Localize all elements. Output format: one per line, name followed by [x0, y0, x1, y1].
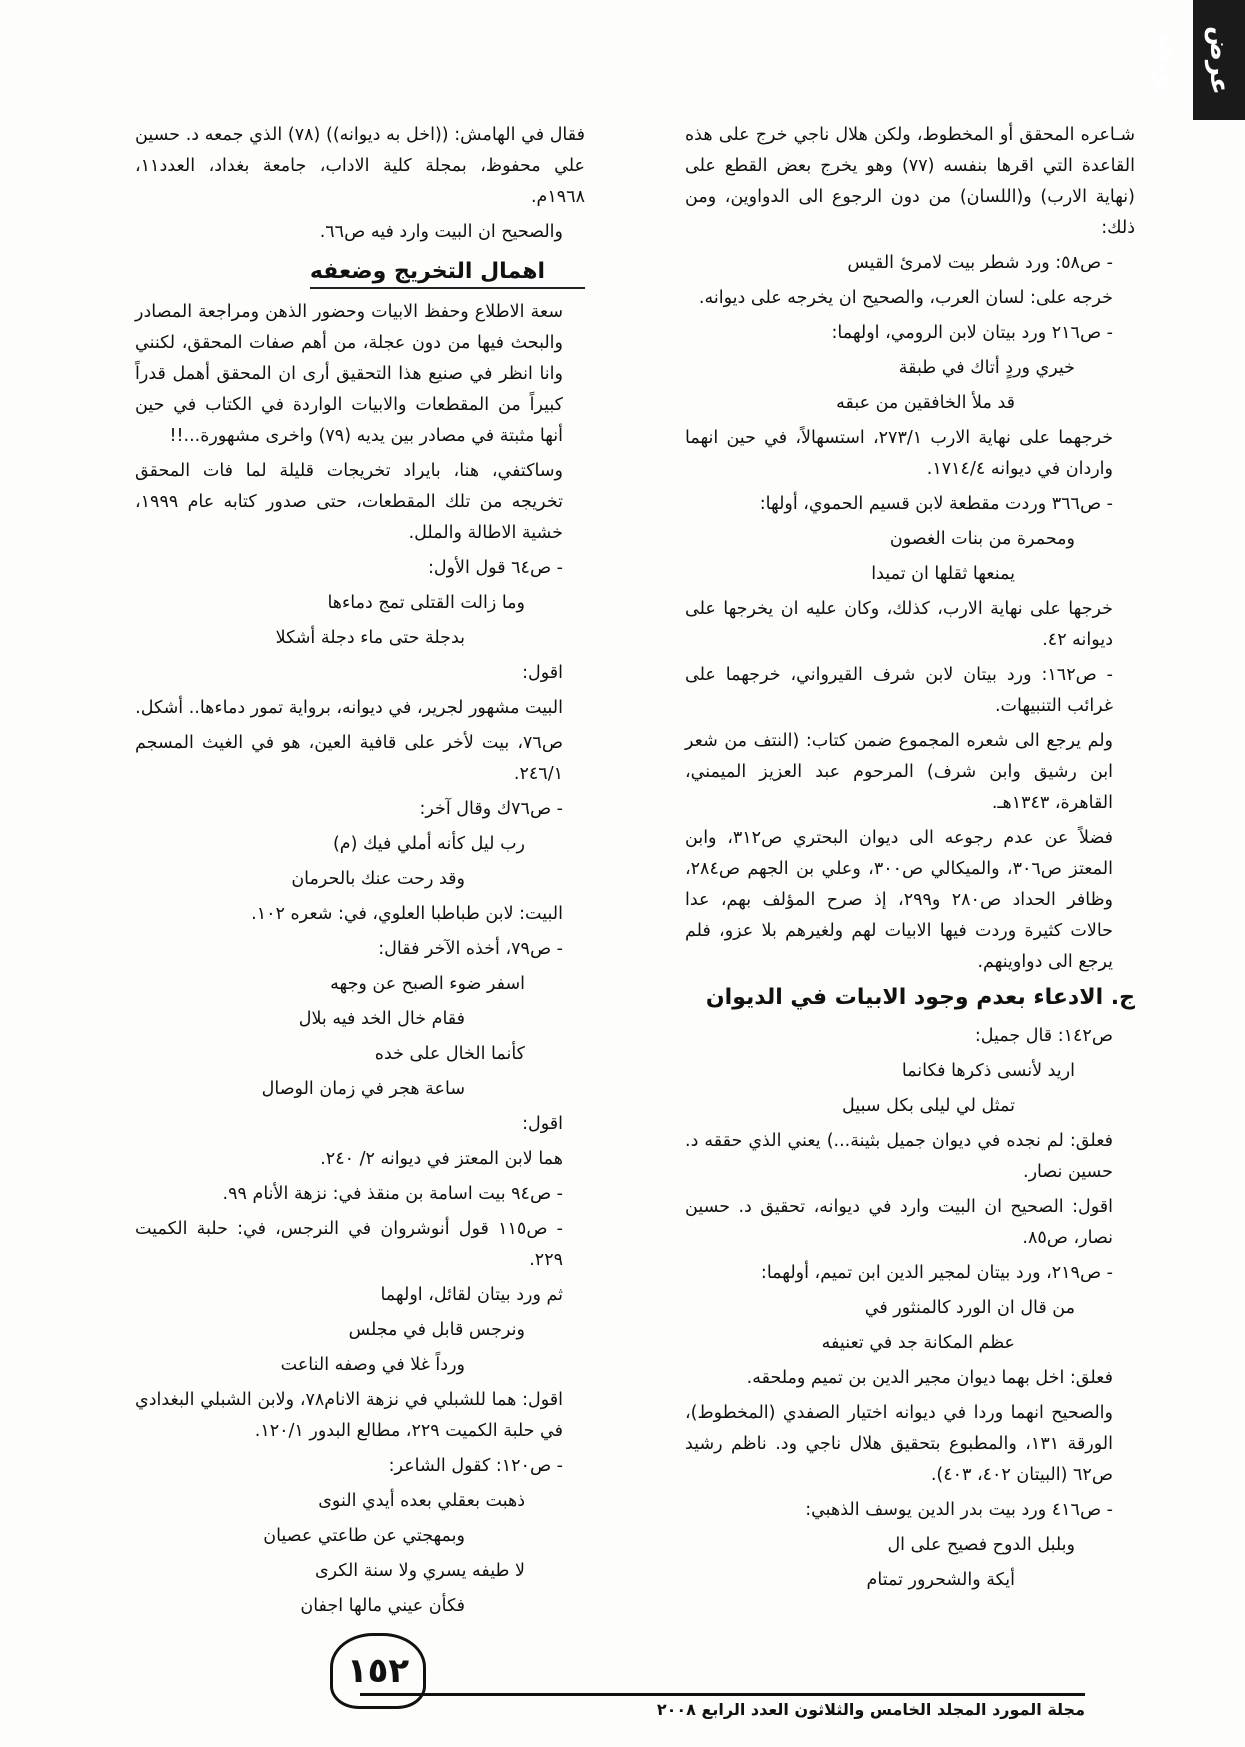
- paragraph: فعلق: لم نجده في ديوان جميل بثينة...) يعني الذي حققه د. حسين نصار.: [685, 1131, 1113, 1182]
- paragraph: خرجها على نهاية الارب، كذلك، وكان عليه ان يخرجها على ديوانه ٤٢.: [685, 599, 1113, 650]
- paragraph: وساكتفي، هنا، بايراد تخريجات قليلة لما فات المحقق تخريجه من تلك المقطعات، حتى صدور كتابه عام ١٩٩٩، خشية الاطالة والملل.: [135, 461, 563, 543]
- paragraph: ذهبت بعقلي بعده أيدي النوى: [318, 1491, 525, 1511]
- paragraph: تمثل لي ليلى بكل سبيل: [842, 1096, 1015, 1116]
- paragraph: يمنعها ثقلها ان تميدا: [871, 564, 1015, 584]
- paragraph: والصحيح انهما وردا في ديوانه اختيار الصفدي (المخطوط)، الورقة ١٣١، والمطبوع بتحقيق هلال ناجي ود. ناظم رشيد ص٦٢ (البيتان ٤٠٢، ٤٠٣).: [685, 1403, 1113, 1485]
- paragraph: - ص٦٤ قول الأول:: [427, 558, 563, 578]
- paragraph: قد ملأ الخافقين من عبقه: [836, 393, 1015, 413]
- paragraph: شـاعره المحقق أو المخطوط، ولكن هلال ناجي خرج على هذه القاعدة التي اقرها بنفسه (٧٧) وهو يخرج بعض القطع على (نهاية الارب) و(اللسان) من دون الرجوع الى الدواوين، ومن ذلك:: [685, 125, 1135, 238]
- paragraph: وما زالت القتلى تمج دماءها: [327, 593, 525, 613]
- paragraph: اقول:: [522, 1114, 563, 1134]
- footer: مجلة المورد المجلد الخامس والثلاثون العدد الرابع ٢٠٠٨: [360, 1693, 1085, 1719]
- paragraph: - ص١٢٠: كقول الشاعر:: [388, 1456, 563, 1476]
- paragraph: - ص٥٨: ورد شطر بيت لامرئ القيس: [847, 253, 1113, 273]
- left-column: [135, 120, 585, 1626]
- paragraph: سعة الاطلاع وحفظ الابيات وحضور الذهن ومراجعة المصادر والبحث فيها من دون عجلة، من أهم صفات المحقق، لكنني وانا انظر في صنيع هذا التحقيق أرى ان المحقق أهمل قدراً كبيراً من المقطعات والابيات الواردة في الكتاب في حين أنها مثبتة في مصادر بين يديه (٧٩) واخرى مشهورة...!!: [135, 302, 563, 446]
- paragraph: فضلاً عن عدم رجوعه الى ديوان البحتري ص٣١٢، وابن المعتز ص٣٠٦، والميكالي ص٣٠٠، وعلي بن الجهم ص٢٨٤، وظافر الحداد ص٢٨٠ و٢٩٩، إذ صرح المؤلف بهم، عدا حالات كثيرة وردت فيها الابيات لهم ولغيرهم بلا عزو، فلم يرجع الى دواوينهم.: [685, 828, 1114, 972]
- paragraph: ونرجس قابل في مجلس: [348, 1320, 525, 1340]
- paragraph: لا طيفه يسري ولا سنة الكرى: [314, 1561, 525, 1581]
- paragraph: خرجهما على نهاية الارب ٢٧٣/١، استسهالاً، في حين انهما واردان في ديوانه ١٧١٤/٤.: [685, 428, 1114, 479]
- paragraph: والصحيح ان البيت وارد فيه ص٦٦.: [319, 222, 563, 242]
- paragraph: رب ليل كأنه أملي فيك (م): [332, 834, 525, 854]
- paragraph: اقول: الصحيح ان البيت وارد في ديوانه، تحقيق د. حسين نصار، ص٨٥.: [685, 1197, 1113, 1248]
- paragraph: البيت مشهور لجرير، في ديوانه، برواية تمور دماءها.. أشكل.: [135, 698, 563, 718]
- section-tab: عرض ونقد: [1193, 0, 1245, 120]
- paragraph: - ص١٦٢: ورد بيتان لابن شرف القيرواني، خرجهما على غرائب التنبيهات.: [685, 665, 1113, 716]
- paragraph: البيت: لابن طباطبا العلوي، في: شعره ١٠٢.: [251, 904, 563, 924]
- paragraph: عظم المكانة جد في تعنيفه: [821, 1333, 1015, 1353]
- section-heading: اهمال التخريج وضعفه: [310, 256, 585, 289]
- right-column: [685, 120, 1135, 1600]
- paragraph: ساعة هجر في زمان الوصال: [261, 1079, 465, 1099]
- paragraph: فعلق: اخل بهما ديوان مجير الدين بن تميم وملحقه.: [746, 1368, 1113, 1388]
- paragraph: اقول: هما للشبلي في نزهة الانام٧٨، ولابن الشبلي البغدادي في حلبة الكميت ٢٢٩، مطالع البدور ١٢٠/١.: [135, 1390, 563, 1441]
- paragraph: أيكة والشحرور تمتام: [866, 1570, 1015, 1590]
- paragraph: - ص٣٦٦ وردت مقطعة لابن قسيم الحموي، أولها:: [759, 494, 1113, 514]
- paragraph: فكأن عيني مالها اجفان: [300, 1596, 465, 1616]
- paragraph: - ص٧٩، أخذه الآخر فقال:: [378, 939, 563, 959]
- paragraph: ص١٤٢: قال جميل:: [974, 1026, 1113, 1046]
- paragraph: كأنما الخال على خده: [374, 1044, 525, 1064]
- paragraph: اقول:: [522, 663, 563, 683]
- paragraph: ومحمرة من بنات الغصون: [889, 529, 1075, 549]
- paragraph: وقد رحت عنك بالحرمان: [291, 869, 465, 889]
- page-number: ١٥٢: [330, 1633, 426, 1709]
- paragraph: ورداً غلا في وصفه الناعت: [280, 1355, 465, 1375]
- paragraph: ثم ورد بيتان لقائل، اولهما: [380, 1285, 563, 1305]
- paragraph: فقام خال الخد فيه بلال: [298, 1009, 465, 1029]
- section-heading: ج. الادعاء بعدم وجود الابيات في الديوان: [705, 985, 1135, 1010]
- paragraph: ص٧٦، بيت لأخر على قافية العين، هو في الغيث المسجم ٢٤٦/١.: [135, 733, 563, 784]
- paragraph: - ص٢١٦ ورد بيتان لابن الرومي، اولهما:: [831, 323, 1113, 343]
- paragraph: وبلبل الدوح فصيح على ال: [887, 1535, 1075, 1555]
- paragraph: - ص٢١٩، ورد بيتان لمجير الدين ابن تميم، أولهما:: [760, 1263, 1113, 1283]
- paragraph: من قال ان الورد كالمنثور في: [864, 1298, 1075, 1318]
- paragraph: اسفر ضوء الصبح عن وجهه: [330, 974, 525, 994]
- paragraph: بدجلة حتى ماء دجلة أشكلا: [275, 628, 465, 648]
- paragraph: - ص٤١٦ ورد بيت بدر الدين يوسف الذهبي:: [805, 1500, 1113, 1520]
- paragraph: وبمهجتي عن طاعتي عصيان: [263, 1526, 465, 1546]
- paragraph: اريد لأنسى ذكرها فكانما: [901, 1061, 1075, 1081]
- paragraph: - ص٩٤ بيت اسامة بن منقذ في: نزهة الأنام ٩٩.: [222, 1184, 563, 1204]
- paragraph: ولم يرجع الى شعره المجموع ضمن كتاب: (النتف من شعر ابن رشيق وابن شرف) المرحوم عبد العزيز الميمني، القاهرة، ١٣٤٣هـ.: [685, 731, 1113, 813]
- paragraph: خرجه على: لسان العرب، والصحيح ان يخرجه على ديوانه.: [698, 288, 1113, 308]
- paragraph: - ص٧٦ك وقال آخر:: [419, 799, 563, 819]
- paragraph: - ص١١٥ قول أنوشروان في النرجس، في: حلبة الكميت ٢٢٩.: [135, 1219, 563, 1270]
- paragraph: فقال في الهامش: ((اخل به ديوانه)) (٧٨) الذي جمعه د. حسين علي محفوظ، بمجلة كلية الاداب، جامعة بغداد، العدد١١، ١٩٦٨م.: [135, 125, 585, 207]
- paragraph: خيري وردٍ أتاك في طبقة: [898, 358, 1075, 378]
- paragraph: هما لابن المعتز في ديوانه ٢/ ٢٤٠.: [320, 1149, 563, 1169]
